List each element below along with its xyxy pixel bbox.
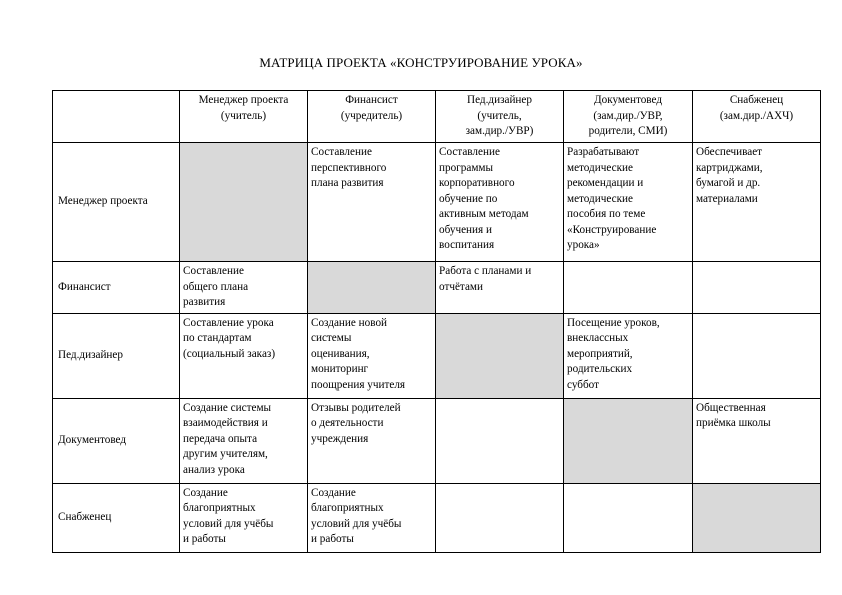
matrix-cell	[436, 483, 564, 552]
matrix-cell	[180, 483, 308, 552]
page-title: МАТРИЦА ПРОЕКТА «КОНСТРУИРОВАНИЕ УРОКА»	[259, 55, 583, 70]
cell-text: Составление общего плана развития	[183, 265, 249, 308]
matrix-cell	[564, 262, 693, 314]
column-header-label: Пед.дизайнер (учитель, зам.дир./УВР)	[465, 94, 534, 137]
cell-text: Общественная приёмка школы	[696, 401, 771, 429]
cell-text: Создание благоприятных условий для учёбы и работы	[311, 486, 402, 545]
matrix-cell	[436, 143, 564, 262]
column-header	[564, 91, 693, 143]
matrix-cell	[308, 313, 436, 398]
column-header	[693, 91, 821, 143]
matrix-cell	[693, 313, 821, 398]
cell-text: Работа с планами и отчётами	[439, 265, 532, 293]
row-header: Финансист	[53, 262, 180, 314]
matrix-cell-diagonal	[308, 262, 436, 314]
column-header-label: Снабженец (зам.дир./АХЧ)	[719, 94, 794, 122]
matrix-cell-diagonal	[436, 313, 564, 398]
matrix-cell	[308, 143, 436, 262]
matrix-cell-diagonal	[693, 483, 821, 552]
matrix-cell	[436, 262, 564, 314]
cell-text: Составление программы корпоративного обучение по активным методам обучения и воспитания	[439, 146, 529, 251]
matrix-cell	[564, 313, 693, 398]
column-header	[308, 91, 436, 143]
table-row	[53, 483, 821, 552]
matrix-cell-diagonal	[180, 143, 308, 262]
cell-text: Составление урока по стандартам (социальный заказ)	[183, 316, 276, 360]
cell-text: Отзывы родителей о деятельности учреждения	[311, 401, 401, 445]
matrix-cell	[180, 313, 308, 398]
cell-text: Обеспечивает картриджами, бумагой и др. материалами	[696, 146, 763, 205]
row-header: Менеджер проекта	[53, 143, 180, 262]
column-header	[180, 91, 308, 143]
header-row	[53, 91, 821, 143]
row-header: Пед.дизайнер	[53, 313, 180, 398]
column-header-label: Финансист (учредитель)	[340, 94, 403, 122]
cell-text: Создание системы взаимодействия и передача опыта другим учителям, анализ урока	[183, 401, 272, 476]
matrix-cell	[693, 398, 821, 483]
column-header-label: Менеджер проекта (учитель)	[198, 94, 289, 122]
matrix-cell	[180, 262, 308, 314]
matrix-cell	[180, 398, 308, 483]
row-header: Снабженец	[53, 483, 180, 552]
cell-text: Разрабатывают методические рекомендации и методические пособия по теме «Конструирование урока»	[567, 146, 657, 251]
matrix-cell-diagonal	[564, 398, 693, 483]
table-row	[53, 398, 821, 483]
matrix-cell	[693, 262, 821, 314]
matrix-cell	[693, 143, 821, 262]
matrix-cell	[308, 483, 436, 552]
cell-text: Создание новой системы оценивания, мониторинг поощрения учителя	[311, 316, 406, 391]
matrix-cell	[436, 398, 564, 483]
table-row	[53, 313, 821, 398]
matrix-cell	[308, 398, 436, 483]
column-header	[436, 91, 564, 143]
row-header: Документовед	[53, 398, 180, 483]
corner-cell	[53, 91, 180, 143]
cell-text: Посещение уроков, внеклассных мероприятий, родительских суббот	[567, 316, 660, 391]
cell-text: Составление перспективного плана развития	[311, 146, 387, 189]
cell-text: Создание благоприятных условий для учёбы и работы	[183, 486, 274, 545]
matrix-cell	[564, 143, 693, 262]
project-matrix-table	[52, 90, 821, 553]
matrix-cell	[564, 483, 693, 552]
column-header-label: Документовед (зам.дир./УВР, родители, СМИ)	[588, 94, 668, 137]
table-row	[53, 262, 821, 314]
table-row	[53, 143, 821, 262]
